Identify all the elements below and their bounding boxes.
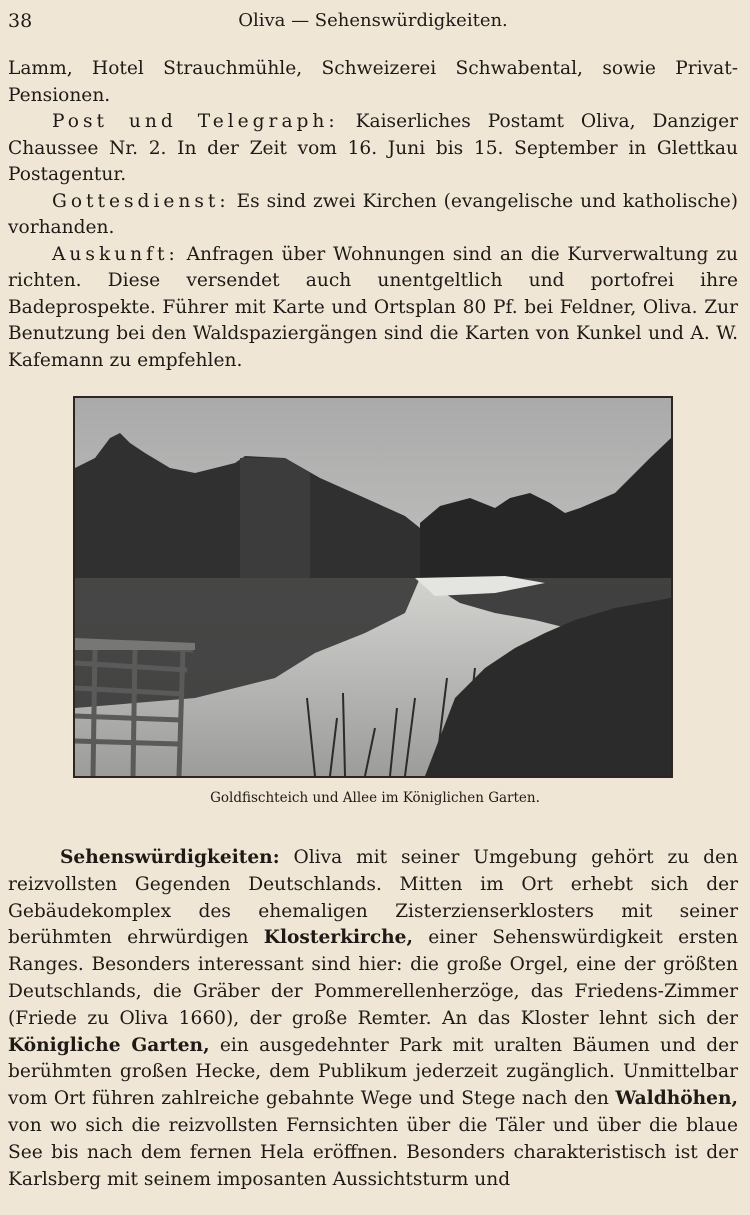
paragraph-information: Auskunft: Anfragen über Wohnungen sind an die Kurverwaltung zu richten. Diese versendet auch unentgeltlich und portofrei ihre Badeprospekte. Führer mit Karte und Ortsplan 80 Pf. bei Feldner, Oliva. Zur Benutzung bei den Waldspaziergängen sind die Karten von Kunkel und A. W. Kafemann zu empfehlen. [8,243,738,371]
paragraph-post-telegraph: Post und Telegraph: Kaiserliches Postamt Oliva, Danziger Chaussee Nr. 2. In der Zeit vom 16. Juni bis 15. September in Glettkau Postagentur. [8,111,738,185]
page-number: 38 [8,10,33,32]
page-header [8,6,738,36]
bottom-text [8,845,738,1193]
post-telegraph-label: Post und Telegraph: [52,111,339,132]
paragraph-church-services: Gottesdienst: Es sind zwei Kirchen (evangelische und katholische) vorhanden. [8,190,738,238]
photo-caption: Goldfischteich und Allee im Königlichen Garten. [210,790,540,806]
information-label: Auskunft: [52,243,179,265]
paragraph-accommodation-end: Lamm, Hotel Strauchmühle, Schweizerei Schwabental, sowie Privat-Pensionen. [8,58,738,106]
top-text [8,56,738,374]
church-services-label: Gottesdienst: [52,190,230,212]
monastery-church-term: Klosterkirche, [263,927,413,949]
running-title: Oliva — Sehenswürdigkeiten. [238,10,508,31]
sights-label: Sehenswürdigkeiten: [60,847,280,868]
paragraph-sights: Sehenswürdigkeiten: Oliva mit seiner Umgebung gehört zu den reizvollsten Gegenden Deutschlands. Mitten im Ort erhebt sich der Gebäudekomplex des ehemaligen Zisterzienserklosters mit seiner berühmten ehrwürdigen Klosterkirche, einer Sehenswürdigkeit ersten Ranges. Besonders interessant sind hier: die große Orgel, eine der größten Deutschlands, die Gräber der Pommerellenherzöge, das Friedens-Zimmer (Friede zu Oliva 1660), der große Remter. An das Kloster lehnt sich der Königliche Garten, ein ausgedehnter Park mit uralten Bäumen und der berühmten großen Hecke, dem Publikum jederzeit zugänglich. Unmittelbar vom Ort führen zahlreiche gebahnte Wege und Stege nach den Waldhöhen, von wo sich die reizvollsten Fernsichten über die Täler und über die blaue See bis nach dem fernen Hela eröffnen. Besonders charakteristisch ist der Karlsberg mit seinem imposanten Aussichtsturm und [8,847,738,1190]
forest-heights-term: Waldhöhen, [615,1088,738,1110]
garden-pond-photo [73,396,673,778]
royal-garden-term: Königliche Garten, [8,1034,210,1056]
